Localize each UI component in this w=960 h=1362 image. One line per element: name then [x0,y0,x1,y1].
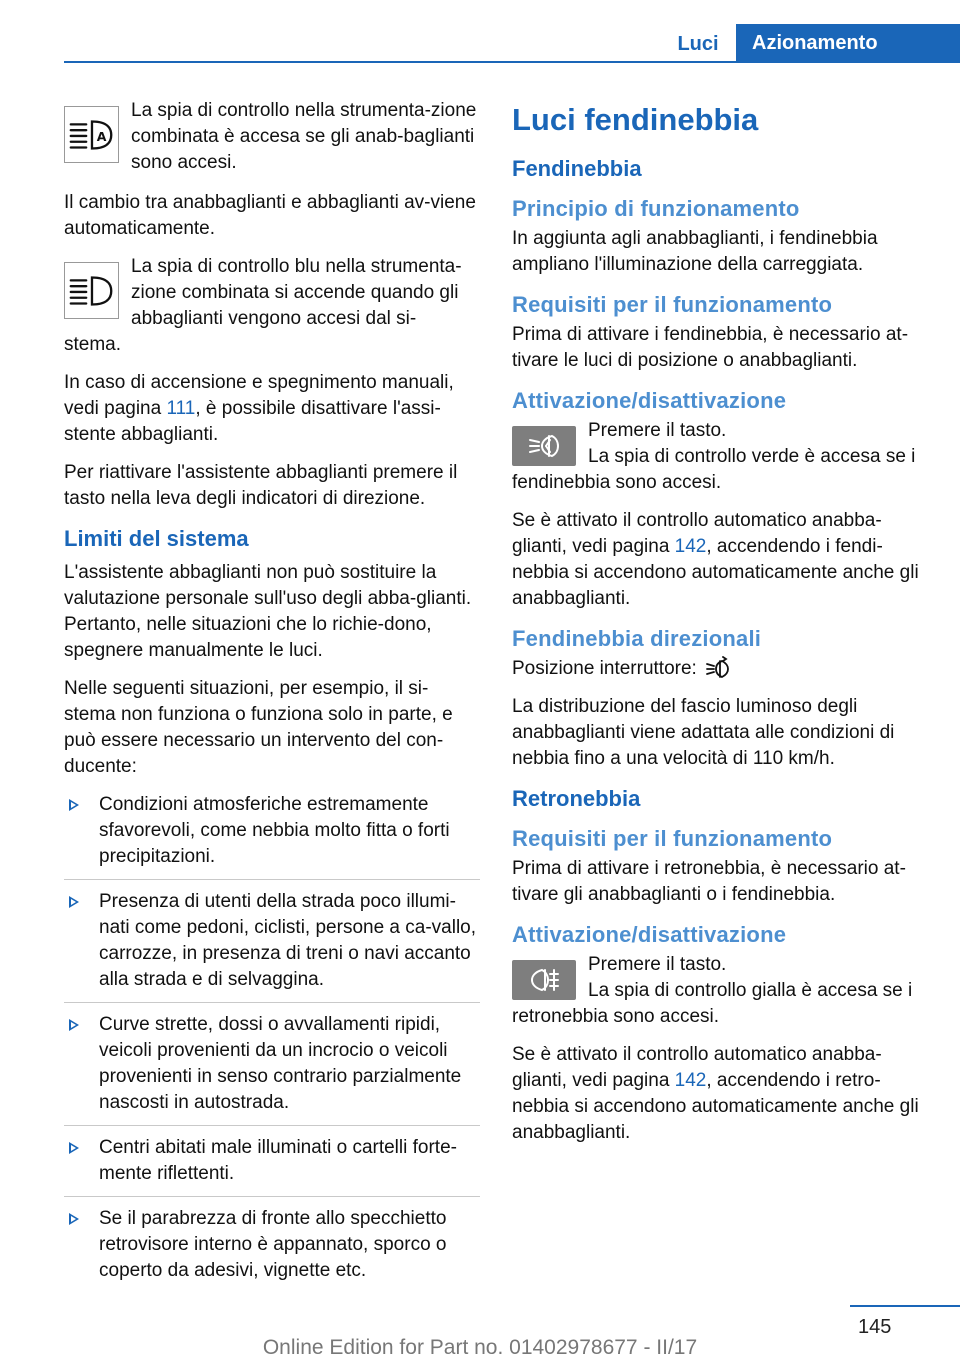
triangle-bullet-icon [69,1142,79,1154]
btn1-line2: La spia di controllo verde è accesa se i [588,446,916,467]
right-p-auto-2-b: , accendendo i retro-nebbia si accendono automaticamente anche gli anabbaglianti. [512,1070,919,1143]
heading-principio: Principio di funzionamento [512,196,800,221]
right-p-auto-2-a: Se è attivato il controllo automatico anabba-glianti, vedi pagina [512,1044,882,1091]
page-link-111[interactable]: 111 [166,398,196,419]
right-column [512,98,930,1158]
btn2-tail: retronebbia sono accesi. [512,1006,720,1027]
right-p-posizione [512,656,930,682]
right-p-auto-1 [512,508,930,612]
heading-attivazione-1: Attivazione/disattivazione [512,388,787,413]
heading-attivazione-2: Attivazione/disattivazione [512,922,787,947]
left-p4-b: , è possibile disattivare l'assi-stente abbaglianti. [64,398,441,445]
list-item [64,889,480,1003]
page-number: 145 [858,1316,892,1338]
front-fog-light-button[interactable] [512,426,576,466]
heading-fendinebbia: Fendinebbia [512,156,642,181]
list-item-text: Presenza di utenti della strada poco illumi-nati come pedoni, ciclisti, persone a ca-vallo, carrozze, in presenza di treni o navi accanto alla strada e di selvaggina. [99,891,477,990]
list-item [64,1206,480,1293]
limitations-list [64,792,480,1293]
right-p-direzionali: La distribuzione del fascio luminoso degli anabbaglianti viene adattata alle condizioni di nebbia fino a una velocità di 110 km/h. [512,696,895,769]
auto-high-beam-indicator-icon [64,106,119,163]
list-item [64,1135,480,1197]
page-link-142[interactable]: 142 [674,1070,707,1091]
auto-high-beam-indicator-block [64,98,480,178]
rear-fog-button-block [512,952,930,1030]
right-p-auto-1-a: Se è attivato il controllo automatico anabba-glianti, vedi pagina [512,510,882,557]
triangle-bullet-icon [69,1213,79,1225]
right-p-posizione-text: Posizione interruttore: [512,658,697,679]
left-p5: Per riattivare l'assistente abbaglianti premere il tasto nella leva degli indicatori di direzione. [64,462,458,509]
page-link-142[interactable]: 142 [674,536,707,557]
list-item-text: Condizioni atmosferiche estremamente sfavorevoli, come nebbia molto fitta o forti precipitazioni. [99,794,450,867]
heading-retronebbia: Retronebbia [512,786,641,811]
heading-requisiti-1: Requisiti per il funzionamento [512,292,833,317]
btn2-line2: La spia di controllo gialla è accesa se i [588,980,913,1001]
left-p6: L'assistente abbaglianti non può sostituire la valutazione personale sull'uso degli abba-glianti. Pertanto, nelle situazioni che lo richie-dono, spegnere manualmente le luci. [64,562,472,661]
front-fog-button-block [512,418,930,496]
svg-text:A: A [96,128,107,144]
btn1-tail: fendinebbia sono accesi. [512,472,722,493]
left-p3-tail: stema. [64,334,122,355]
high-beam-indicator-block [64,254,480,358]
right-p-auto-2 [512,1042,930,1146]
header-tab-active: Azionamento [736,24,960,63]
list-item-text: Curve strette, dossi o avvallamenti ripidi, veicoli provenienti da un incrocio o veicoli provenienti in senso contrario parzialmente nascosti in autostrada. [99,1014,462,1113]
triangle-bullet-icon [69,799,79,811]
heading-limiti-sistema: Limiti del sistema [64,526,249,551]
left-p7: Nelle seguenti situazioni, per esempio, il si-stema non funziona o funziona solo in parte, e può essere necessario un intervento del con-ducente: [64,678,453,777]
list-item-text: Se il parabrezza di fronte allo specchietto retrovisore interno è appannato, sporco o coperto da adesivi, vignette etc. [99,1208,447,1281]
right-p-principio: In aggiunta agli anabbaglianti, i fendinebbia ampliano l'illuminazione della carreggiata. [512,228,878,275]
left-p3: La spia di controllo blu nella strumenta-zione combinata si accende quando gli abbaglianti vengono accesi dal si- [131,256,462,329]
left-p4 [64,370,480,448]
right-p-auto-1-b: , accendendo i fendi-nebbia si accendono automaticamente anche gli anabbaglianti. [512,536,919,609]
triangle-bullet-icon [69,896,79,908]
left-column [64,98,480,1302]
left-p2: Il cambio tra anabbaglianti e abbaglianti av-viene automaticamente. [64,192,476,239]
list-item-text: Centri abitati male illuminati o cartelli forte-mente riflettenti. [99,1137,457,1184]
rear-fog-light-button[interactable] [512,960,576,1000]
footer-edition: Online Edition for Part no. 01402978677 - II/17 [262,1336,698,1359]
page-number-rule [850,1305,960,1307]
high-beam-indicator-icon [64,262,119,319]
list-item [64,792,480,880]
left-p1: La spia di controllo nella strumenta-zione combinata è accesa se gli anab-baglianti sono accesi. [131,100,477,173]
triangle-bullet-icon [69,1019,79,1031]
btn2-line1: Premere il tasto. [588,954,727,975]
heading-fendinebbia-direzionali: Fendinebbia direzionali [512,626,762,651]
header-tab-section: Luci [677,33,719,55]
heading-requisiti-2: Requisiti per il funzionamento [512,826,833,851]
list-item [64,1012,480,1126]
btn1-line1: Premere il tasto. [588,420,727,441]
right-p-requisiti-1: Prima di attivare i fendinebbia, è necessario at-tivare le luci di posizione o anabbaglianti. [512,324,909,371]
directional-fog-switch-icon [705,656,731,678]
left-p4-a: In caso di accensione e spegnimento manuali, vedi pagina [64,372,454,419]
header-rule [64,61,960,63]
heading-luci-fendinebbia: Luci fendinebbia [512,102,759,137]
right-p-requisiti-2: Prima di attivare i retronebbia, è necessario at-tivare gli anabbaglianti o i fendinebbia. [512,858,906,905]
